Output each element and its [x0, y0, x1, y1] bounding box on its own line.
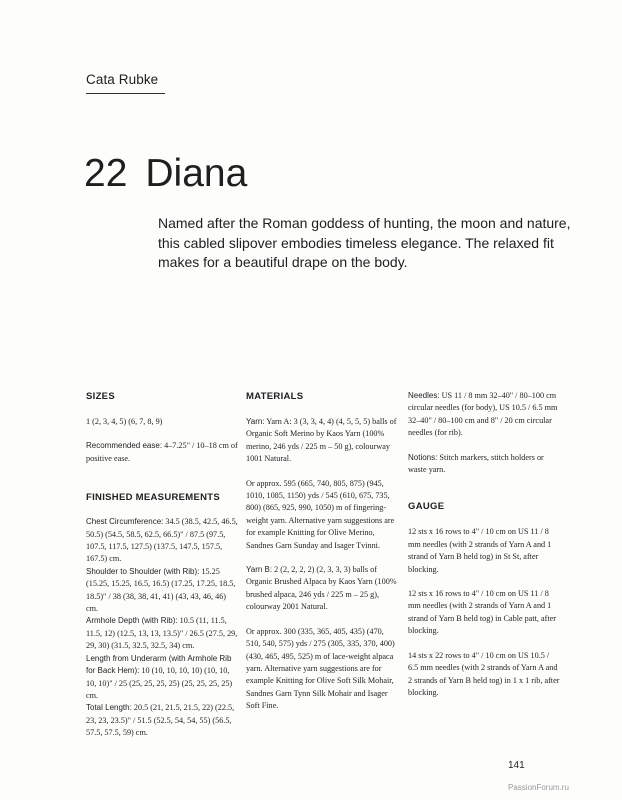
gauge-rib: 14 sts x 22 rows to 4" / 10 cm on US 10.5 / 6.5 mm needles (with 2 strands of Yarn A and 2 strands of Yarn B held tog) in 1 x 1 rib, after blocking.: [408, 650, 560, 697]
needles-label: Needles:: [408, 391, 440, 400]
measurement-label: Armhole Depth (with Rib):: [86, 616, 178, 626]
sizes-heading: SIZES: [86, 391, 115, 402]
sizes-list: 1 (2, 3, 4, 5) (6, 7, 8, 9): [86, 417, 163, 426]
column-materials: [246, 390, 398, 713]
measurement-label: Chest Circumference:: [86, 517, 164, 527]
yarn-b: [246, 564, 398, 614]
materials-heading: MATERIALS: [246, 391, 304, 402]
measurement-label: Length from Underarm (with Armhole Rib for Back Hem):: [86, 653, 232, 676]
pattern-number: 22: [84, 152, 128, 195]
measurement-chest: [86, 516, 238, 566]
notions-text: Stitch markers, stitch holders or waste yarn.: [408, 452, 544, 475]
finished-measurements-heading: FINISHED MEASUREMENTS: [86, 492, 221, 504]
measurement-total-length: [86, 702, 238, 739]
needles: [408, 390, 560, 440]
yarn-b-label: Yarn B:: [246, 565, 273, 575]
yarn-a-alternatives: Or approx. 595 (665, 740, 805, 875) (945, 1010, 1085, 1150) yds / 545 (610, 675, 735, 800) (865, 925, 990, 1050) m of fingering-weight yarn. Alternative yarn suggestions are for example Knitting for Olive Merino, Sandnes Garn Sunday and Isager Tvinni.: [246, 478, 395, 550]
yarn-b-alternatives: Or approx. 300 (335, 365, 405, 435) (470, 510, 540, 575) yds / 275 (305, 335, 370, 400) (430, 465, 495, 525) m of lace-weight alpaca yarn. Alternative yarn suggestions are for example Knitting for Olive Soft Silk Mohair, Sandnes Garn Tynn Silk Mohair and Isager Soft Fine.: [246, 626, 395, 711]
measurement-text: 20.5 (21, 21.5, 21.5, 22) (22.5, 23, 23, 23.5)" / 51.5 (52.5, 54, 54, 55) (56.5, 57.5, 57.5, 59) cm.: [86, 703, 235, 738]
page-number: 141: [508, 760, 525, 771]
recommended-ease: [86, 440, 238, 465]
measurement-label: Total Length:: [86, 703, 132, 713]
yarn-a: [246, 416, 398, 466]
yarn-b-text: 2 (2, 2, 2, 2) (2, 3, 3, 3) balls of Organic Brushed Alpaca by Kaos Yarn (100% brushed alpaca, 246 yds / 225 m – 25 g), colourway 2001 Natural.: [246, 565, 397, 612]
pattern-title: [84, 150, 247, 198]
notions: [408, 452, 560, 477]
yarn-a-text: Yarn A: 3 (3, 3, 4, 4) (4, 5, 5, 5) balls of Organic Soft Merino by Kaos Yarn (100% merino, 246 yds / 225 m – 50 g), colourway 1001 Natural.: [246, 417, 397, 464]
gauge-heading: GAUGE: [408, 501, 445, 513]
measurement-armhole: [86, 615, 238, 652]
measurement-text: 10 (10, 10, 10, 10) (10, 10, 10, 10)" / 25 (25, 25, 25, 25) (25, 25, 25, 25) cm.: [86, 666, 233, 700]
intro-paragraph: Named after the Roman goddess of hunting, the moon and nature, this cabled slipover embodies timeless elegance. The relaxed fit makes for a beautiful drape on the body.: [158, 215, 571, 270]
watermark: PassionForum.ru: [508, 783, 569, 792]
column-needles-gauge: [408, 390, 560, 699]
measurement-text: 10.5 (11, 11.5, 11.5, 12) (12.5, 13, 13, 13.5)" / 26.5 (27.5, 29, 29, 30) (31.5, 32.5, 32.5, 34) cm.: [86, 616, 238, 651]
gauge-cable: 12 sts x 16 rows to 4" / 10 cm on US 11 / 8 mm needles (with 2 strands of Yarn A and 1 strand of Yarn B held tog) in Cable patt, after blocking.: [408, 589, 557, 636]
gauge-stockinette: 12 sts x 16 rows to 4" / 10 cm on US 11 / 8 mm needles (with 2 strands of Yarn A and 1 strand of Yarn B held tog) in St St, after blocking.: [408, 527, 552, 574]
measurement-text: 15.25 (15.25, 15.25, 16.5, 16.5) (17.25, 17.25, 18.5, 18.5)" / 38 (38, 38, 41, 41) (43, 43, 46, 46) cm.: [86, 566, 236, 614]
designer-name: Cata Rubke: [86, 72, 159, 87]
measurement-label: Shoulder to Shoulder (with Rib):: [86, 566, 200, 576]
yarn-label: Yarn:: [246, 417, 265, 426]
pattern-name: Diana: [145, 152, 248, 195]
notions-label: Notions:: [408, 452, 438, 462]
column-sizes: [86, 390, 238, 740]
measurement-text: 34.5 (38.5, 42.5, 46.5, 50.5) (54.5, 58.5, 62.5, 66.5)" / 87.5 (97.5, 107.5, 117.5, 127.5) (137.5, 147.5, 157.5, 167.5) cm.: [86, 517, 238, 564]
needles-text: US 11 / 8 mm 32–40" / 80–100 cm circular needles (for body), US 10.5 / 6.5 mm 32–40" / 80–100 cm and 8" / 20 cm circular needles (for rib).: [408, 391, 558, 438]
ease-label: Recommended ease:: [86, 441, 163, 451]
measurement-shoulder: [86, 566, 238, 616]
finished-measurements-list: [86, 516, 238, 739]
ease-text: 4–7.25" / 10–18 cm of positive ease.: [86, 441, 238, 463]
designer-underline: [86, 93, 165, 94]
measurement-underarm-length: [86, 653, 238, 703]
